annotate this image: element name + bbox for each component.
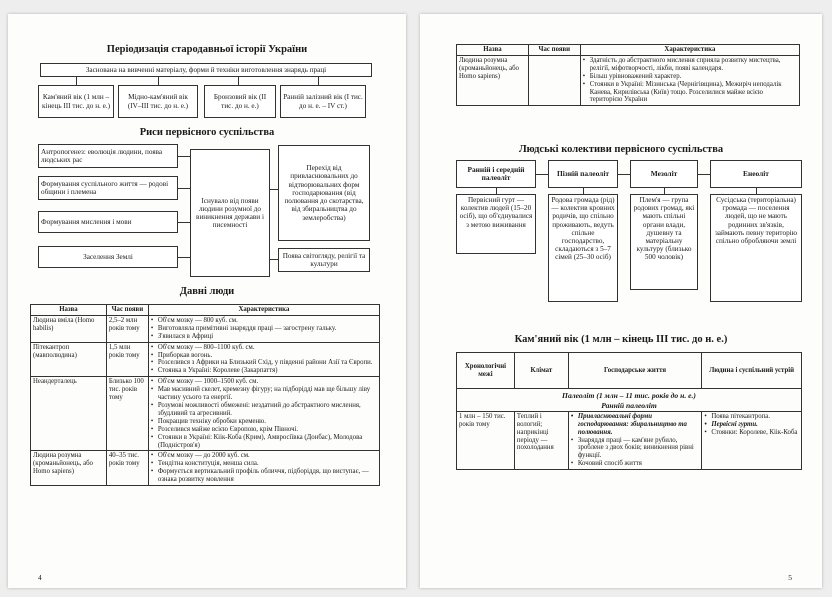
connector bbox=[270, 189, 278, 190]
column-header: Клімат bbox=[514, 353, 568, 389]
table-header-row bbox=[457, 353, 802, 389]
feature-settlement: Заселення Землі bbox=[38, 246, 178, 268]
period-bronze-age: Бронзовий вік (ІІ тис. до н. е.) bbox=[204, 85, 276, 118]
continued-people-table bbox=[456, 44, 800, 106]
person-traits bbox=[148, 342, 379, 377]
group-label: Палеоліт (1 млн – 11 тис. років до н. е.) bbox=[562, 391, 696, 400]
list-item: • Об'єм мозку — 800 куб. см. bbox=[151, 317, 377, 325]
list-item: • Розселився з Африки на Близький Схід, у південні райони Азії та Європи. bbox=[151, 359, 377, 367]
person-time bbox=[528, 55, 580, 105]
table-row bbox=[31, 451, 380, 486]
person-traits bbox=[580, 55, 799, 105]
ancient-people-title: Давні люди bbox=[179, 286, 235, 297]
list-item: • Мав масивний скелет, кремезну фігуру; на підборідді мав ще більшу ліву частину усього та енергії. bbox=[151, 386, 377, 402]
person-traits bbox=[148, 377, 379, 451]
list-item: • Поява пітекантропа. bbox=[704, 413, 799, 421]
list-item: • Покращив техніку обробки кременю. bbox=[151, 418, 377, 426]
feature-center-box: Існувало від появи людини розумної до виникнення держави і писемності bbox=[190, 149, 270, 277]
feature-thinking-language: Формування мислення і мови bbox=[38, 211, 178, 233]
table-row bbox=[31, 315, 380, 342]
feature-social-life: Формування суспільного життя — родові общини і племена bbox=[38, 176, 178, 200]
column-header: Людина і суспільний устрій bbox=[702, 353, 802, 389]
person-traits bbox=[148, 315, 379, 342]
list-item: • Привласнювальні форми господарювання: збиральництво та полювання. bbox=[571, 413, 700, 437]
arrow-connector bbox=[618, 174, 630, 175]
list-item: • Стоянки в Україні: Кіік-Коба (Крим), Амвросіївка (Донбас), Молодова (Подністров'я) bbox=[151, 434, 377, 450]
person-traits bbox=[148, 451, 379, 486]
connector bbox=[270, 259, 278, 260]
list-item: • Первісні гурти. bbox=[704, 421, 799, 429]
person-time: 40–35 тис. років тому bbox=[106, 451, 148, 486]
list-item: • Кочовий спосіб життя bbox=[571, 460, 700, 468]
column-header: Час появи bbox=[528, 45, 580, 56]
person-name: Неандерталець bbox=[31, 377, 107, 451]
stone-age-climate: Теплий і вологий; наприкінці періоду — похолодання bbox=[514, 411, 568, 469]
table-row bbox=[457, 411, 802, 469]
column-header: Назва bbox=[31, 305, 107, 316]
period-iron-age: Ранній залізний вік (І тис. до н. е. – IV ст.) bbox=[280, 85, 366, 118]
column-header: Назва bbox=[457, 45, 529, 56]
feature-anthropogenesis: Антропогенез: еволюція людини, поява людських рас bbox=[38, 144, 178, 168]
list-item: • Приборкав вогонь. bbox=[151, 352, 377, 360]
person-time: 1,5 млн років тому bbox=[106, 342, 148, 377]
stone-age-table bbox=[456, 352, 802, 470]
features-title: Риси первісного суспільства bbox=[139, 127, 275, 138]
list-item: • Тендітна конституція, менша сила. bbox=[151, 460, 377, 468]
feature-economy-transition: Перехід від привласнювальних до відтворювальних форм господарювання (від полювання до скотарства, від збиральництва до землеробства) bbox=[278, 145, 370, 241]
person-name: Людина розумна (кроманьйонець, або Homo sapiens) bbox=[31, 451, 107, 486]
table-header-row bbox=[457, 45, 800, 56]
feature-worldview: Поява світогляду, релігії та культури bbox=[278, 248, 370, 272]
list-item: • Формується вертикальний профіль обличчя, підборіддя, що виступає, — ознака розвитку мовлення bbox=[151, 468, 377, 484]
list-item: • Стоянка в Україні: Королеве (Закарпаття) bbox=[151, 367, 377, 375]
person-name: Людина розумна (кроманьйонець, або Homo sapiens) bbox=[457, 55, 529, 105]
table-header-row bbox=[31, 305, 380, 316]
collective-tribe: Плем'я — група родових громад, які мають спільні органи влади, душевну та матеріальну культуру (близько 500 чоловік) bbox=[630, 194, 698, 290]
person-name: Пітекантроп (мавполюдина) bbox=[31, 342, 107, 377]
ancient-people-table bbox=[30, 304, 380, 486]
list-item: • Здатність до абстрактного мислення сприяла розвитку мистецтва, релігії, міфотворчості, лікби, появі календаря. bbox=[583, 57, 797, 73]
table-group-row bbox=[457, 389, 802, 412]
subgroup-label: Ранній палеоліт bbox=[601, 400, 657, 410]
column-header: Характеристика bbox=[148, 305, 379, 316]
connector bbox=[238, 77, 239, 85]
collective-clan-community: Родова громада (рід) — колектив кровних родичів, що спільно проживають, ведуть спільне господарство, складаються з 5–7 сімей (25–30 осіб) bbox=[548, 194, 618, 302]
left-page bbox=[8, 14, 406, 588]
list-item: • Розумові можливості обмежені: нездатний до абстрактного мислення, збудливий та агресивний. bbox=[151, 402, 377, 418]
table-row bbox=[457, 55, 800, 105]
collective-header-eneolithic: Енеоліт bbox=[710, 160, 802, 188]
arrow-connector bbox=[536, 174, 548, 175]
collective-header-early-paleolithic: Ранній і середній палеоліт bbox=[456, 160, 536, 188]
person-time: 2,5–2 млн років тому bbox=[106, 315, 148, 342]
stone-age-economy bbox=[568, 411, 702, 469]
collective-header-late-paleolithic: Пізній палеоліт bbox=[548, 160, 618, 188]
connector bbox=[178, 257, 190, 258]
list-item: • Об'єм мозку — 800–1100 куб. см. bbox=[151, 344, 377, 352]
period-copper-stone-age: Мідно-кам'яний вік (IV–ІІІ тис. до н. е.) bbox=[118, 85, 198, 118]
list-item: • Більш урівноважений характер. bbox=[583, 73, 797, 81]
column-header: Характеристика bbox=[580, 45, 799, 56]
connector bbox=[178, 188, 190, 189]
collective-primitive-herd: Первісний гурт — колектив людей (15–20 осіб), що об'єднувалися з метою виживання bbox=[456, 194, 536, 254]
periodization-title: Періодизація стародавньої історії України bbox=[106, 44, 308, 55]
stone-age-society bbox=[702, 411, 802, 469]
page-number: 5 bbox=[788, 573, 792, 582]
arrow-connector bbox=[698, 174, 710, 175]
list-item: • Стоянки: Королеве, Кіік-Коба bbox=[704, 429, 799, 437]
group-paleolithic bbox=[457, 389, 802, 412]
column-header: Час появи bbox=[106, 305, 148, 316]
periodization-basis-box: Заснована на вивченні матеріалу, форми й техніки виготовлення знарядь праці bbox=[40, 63, 372, 77]
page-number: 4 bbox=[38, 573, 42, 582]
list-item: • Об'єм мозку — 1000–1500 куб. см. bbox=[151, 378, 377, 386]
connector bbox=[318, 77, 319, 85]
person-name: Людина вміла (Homo habilis) bbox=[31, 315, 107, 342]
stone-age-time: 1 млн – 150 тис. років тому bbox=[457, 411, 515, 469]
column-header: Хронологічні межі bbox=[457, 353, 515, 389]
table-row bbox=[31, 377, 380, 451]
list-item: • Знаряддя праці — кам'яне рубило, зроблене з двох боків; виникнення рівні функції. bbox=[571, 437, 700, 461]
list-item: • Об'єм мозку — до 2000 куб. см. bbox=[151, 452, 377, 460]
collective-neighbor-community: Сусідська (територіальна) громада — поселення людей, що не мають родинних зв'язків, займають певну територію спільно обробляючи землі bbox=[710, 194, 802, 302]
connector bbox=[76, 77, 77, 85]
list-item: • Розселився майже всією Європою, крім Півночі. bbox=[151, 426, 377, 434]
list-item: • Стоянки в Україні: Мізинська (Чернігівщина), Межиріч неподалік Канева, Кирилівська (Київ) тощо. Розселилися майже всією територією України bbox=[583, 81, 797, 105]
connector bbox=[178, 156, 190, 157]
table-row bbox=[31, 342, 380, 377]
collectives-title: Людські колективи первісного суспільства bbox=[518, 144, 724, 155]
person-time: Близько 100 тис. років тому bbox=[106, 377, 148, 451]
list-item: • З'явилася в Африці bbox=[151, 333, 377, 341]
connector bbox=[158, 77, 159, 85]
list-item: • Виготовляла примітивні знаряддя праці — загострену гальку. bbox=[151, 325, 377, 333]
right-page bbox=[420, 14, 822, 588]
column-header: Господарське життя bbox=[568, 353, 702, 389]
period-stone-age: Кам'яний вік (1 млн – кінець ІІІ тис. до н. е.) bbox=[38, 85, 114, 118]
connector bbox=[178, 222, 190, 223]
collective-header-mesolithic: Мезоліт bbox=[630, 160, 698, 188]
stone-age-title: Кам'яний вік (1 млн – кінець ІІІ тис. до н. е.) bbox=[514, 334, 728, 345]
